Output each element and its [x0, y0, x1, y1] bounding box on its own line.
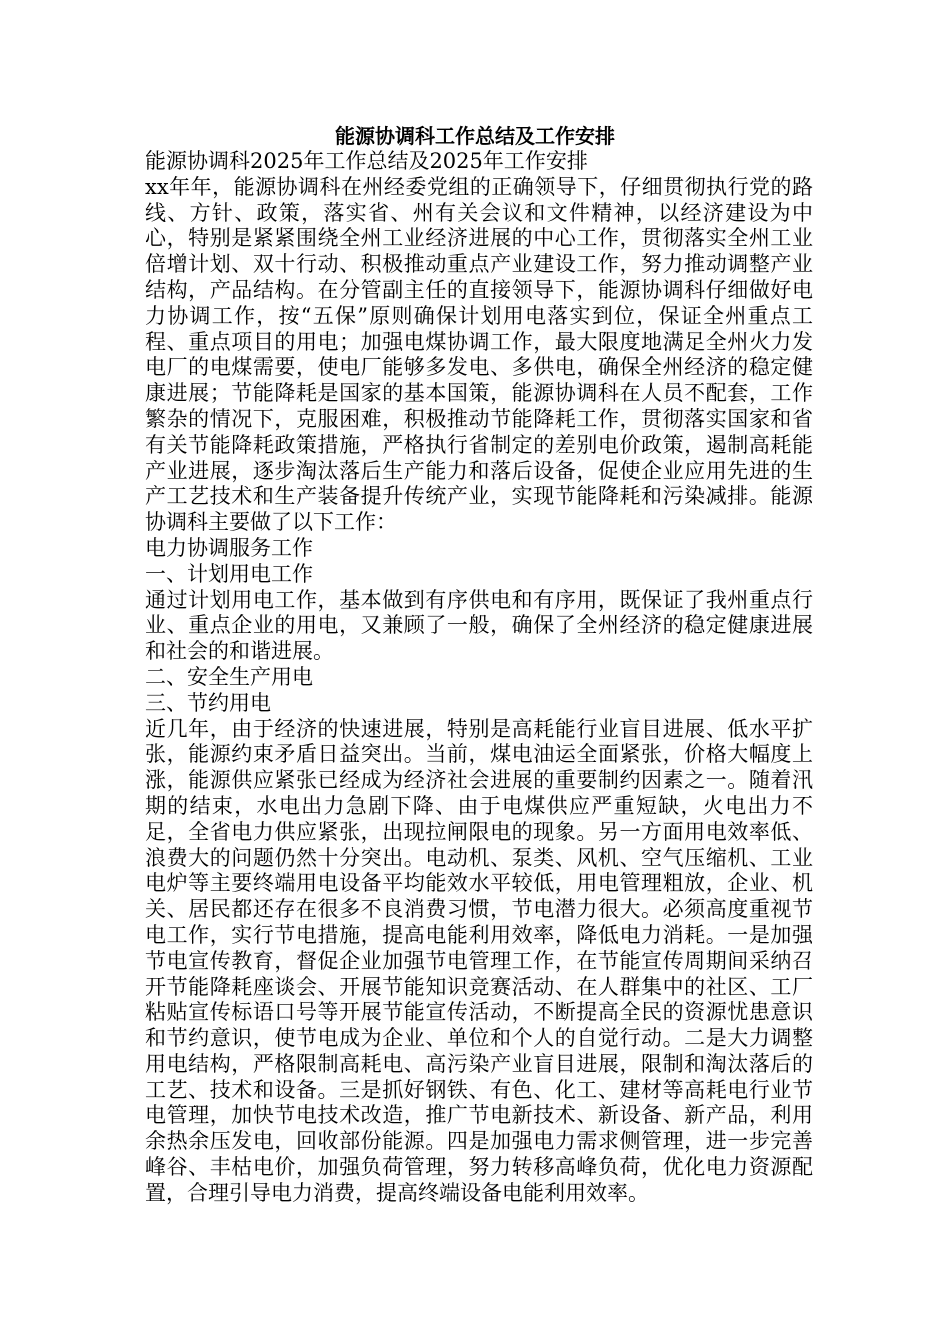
section-heading: 电力协调服务工作 — [145, 535, 313, 560]
item1-heading: 一、计划用电工作 — [145, 561, 313, 586]
item3-heading: 三、节约用电 — [145, 690, 271, 715]
document-title: 能源协调科工作总结及工作安排 — [335, 124, 615, 148]
item1-paragraph: 通过计划用电工作，基本做到有序供电和有序用，既保证了我州重点行业、重点企业的用电，又兼顾了一般，确保了全州经济的稳定健康进展和社会的和谐进展。 — [145, 587, 813, 664]
document-subtitle: 能源协调科2025年工作总结及2025年工作安排 — [145, 149, 588, 173]
item3-paragraph: 近几年，由于经济的快速进展，特别是高耗能行业盲目进展、低水平扩张，能源约束矛盾日益突出。当前，煤电油运全面紧张，价格大幅度上涨，能源供应紧张已经成为经济社会进展的重要制约因素之一。随着汛期的结束，水电出力急剧下降、由于电煤供应严重短缺，火电出力不足，全省电力供应紧张，出现拉闸限电的现象。另一方面用电效率低、浪费大的问题仍然十分突出。电动机、泵类、风机、空气压缩机、工业电炉等主要终端用电设备平均能效水平较低，用电管理粗放，企业、机关、居民都还存在很多不良消费习惯，节电潜力很大。必须高度重视节电工作，实行节电措施，提高电能利用效率，降低电力消耗。一是加强节电宣传教育，督促企业加强节电管理工作，在节能宣传周期间采纳召开节能降耗座谈会、开展节能知识竞赛活动、在人群集中的社区、工厂粘贴宣传标语口号等开展节能宣传活动，不断提高全民的资源忧患意识和节约意识，使节电成为企业、单位和个人的自觉行动。二是大力调整用电结构，严格限制高耗电、高污染产业盲目进展，限制和淘汰落后的工艺、技术和设备。三是抓好钢铁、有色、化工、建材等高耗电行业节电管理，加快节电技术改造，推广节电新技术、新设备、新产品，利用余热余压发电，回收部份能源。四是加强电力需求侧管理，进一步完善峰谷、丰枯电价，加强负荷管理，努力转移高峰负荷，优化电力资源配置，合理引导电力消费，提高终端设备电能利用效率。 — [145, 716, 813, 1205]
document-body — [145, 149, 813, 1207]
item2-heading: 二、安全生产用电 — [145, 664, 313, 689]
intro-paragraph: xx年年，能源协调科在州经委党组的正确领导下，仔细贯彻执行党的路线、方针、政策，落实省、州有关会议和文件精神，以经济建设为中心，特别是紧紧围绕全州工业经济进展的中心工作，贯彻落实全州工业倍增计划、双十行动、积极推动重点产业建设工作，努力推动调整产业结构，产品结构。在分管副主任的直接领导下，能源协调科仔细做好电力协调工作，按“五保”原则确保计划用电落实到位，保证全州重点工程、重点项目的用电；加强电煤协调工作，最大限度地满足全州火力发电厂的电煤需要，使电厂能够多发电、多供电，确保全州经济的稳定健康进展；节能降耗是国家的基本国策，能源协调科在人员不配套，工作繁杂的情况下，克服困难，积极推动节能降耗工作，贯彻落实国家和省有关节能降耗政策措施，严格执行省制定的差别电价政策，遏制高耗能产业进展，逐步淘汰落后生产能力和落后设备，促使企业应用先进的生产工艺技术和生产装备提升传统产业，实现节能降耗和污染减排。能源协调科主要做了以下工作： — [145, 174, 813, 535]
